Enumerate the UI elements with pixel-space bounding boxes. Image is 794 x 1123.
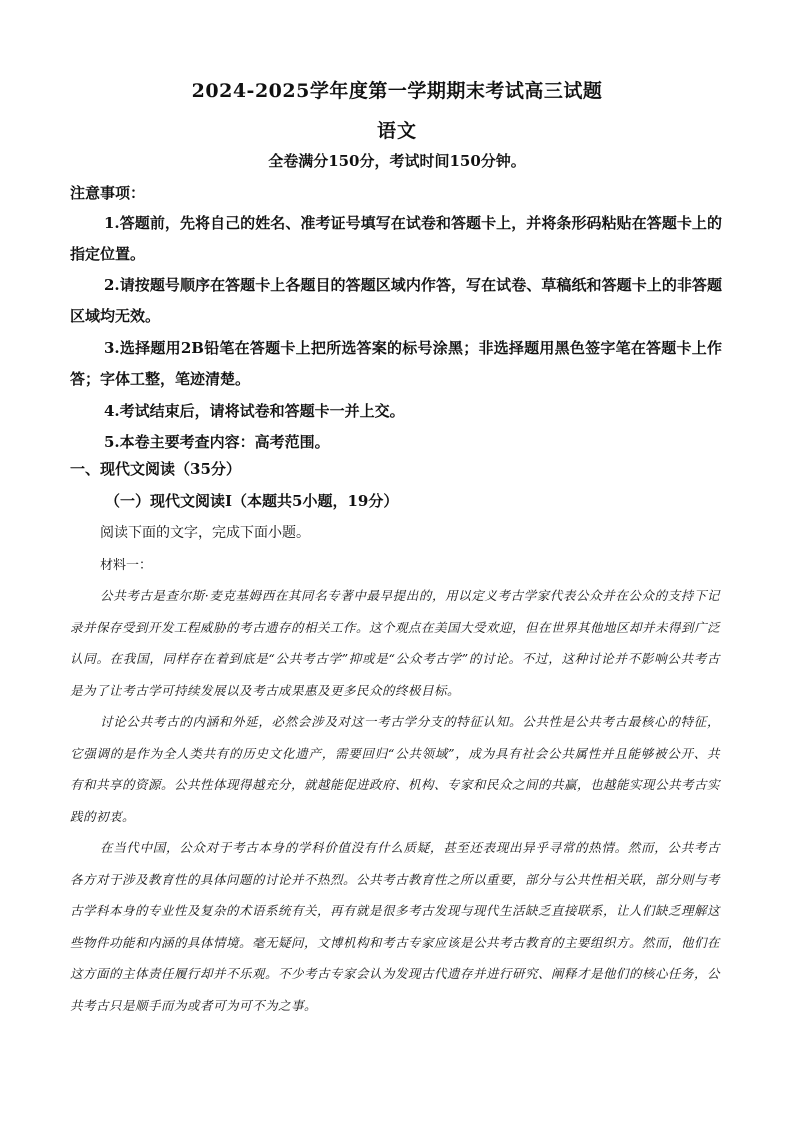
subsection-heading: （一）现代文阅读Ⅰ（本题共5小题，19分） — [105, 492, 399, 510]
section-heading: 一、现代文阅读（35分） — [70, 460, 241, 478]
note-item: 3.选择题用2B铅笔在答题卡上把所选答案的标号涂黑；非选择题用黑色签字笔在答题卡上作答；字体工整，笔迹清楚。 — [70, 339, 722, 388]
note-item: 2.请按题号顺序在答题卡上各题目的答题区域内作答，写在试卷、草稿纸和答题卡上的非答题区域均无效。 — [70, 276, 722, 325]
note-item: 1.答题前，先将自己的姓名、准考证号填写在试卷和答题卡上，并将条形码粘贴在答题卡上的指定位置。 — [70, 214, 722, 263]
note-item: 4.考试结束后，请将试卷和答题卡一并上交。 — [104, 402, 405, 420]
reading-instruction: 阅读下面的文字，完成下面小题。 — [100, 525, 310, 541]
material-paragraph: 在当代中国，公众对于考古本身的学科价值没有什么质疑，甚至还表现出异乎寻常的热情。然而，公共考古各方对于涉及教育性的具体问题的讨论并不热烈。公共考古教育性之所以重要，部分与公共性相关联，部分则与考古学科本身的专业性及复杂的术语系统有关，再有就是很多考古发现与现代生活缺乏直接联系，让人们缺乏理解这些物件功能和内涵的具体情境。毫无疑问，文博机构和考古专家应该是公共考古教育的主要组织方。然而，他们在这方面的主体责任履行却并不乐观。不少考古专家会认为发现古代遗存并进行研究、阐释才是他们的核心任务，公共考古只是顺手而为或者可为可不为之事。 — [70, 840, 721, 1013]
notes-heading: 注意事项： — [70, 184, 146, 202]
subject-title: 语文 — [376, 120, 417, 142]
score-info: 全卷满分150分，考试时间150分钟。 — [268, 152, 526, 170]
material-label: 材料一： — [100, 558, 153, 573]
material-paragraph: 公共考古是查尔斯·麦克基姆西在其同名专著中最早提出的，用以定义考古学家代表公众并在公众的支持下记录并保存受到开发工程威胁的考古遗存的相关工作。这个观点在美国大受欢迎，但在世界其他地区却并未得到广泛认同。在我国，同样存在着到底是“公共考古学”抑或是“公众考古学”的讨论。不过，这种讨论并不影响公共考古是为了让考古学可持续发展以及考古成果惠及更多民众的终极目标。 — [70, 588, 721, 698]
note-item: 5.本卷主要考查内容：高考范围。 — [104, 433, 330, 451]
exam-title: 2024-2025学年度第一学期期末考试高三试题 — [191, 80, 603, 102]
material-paragraph: 讨论公共考古的内涵和外延，必然会涉及对这一考古学分支的特征认知。公共性是公共考古最核心的特征，它强调的是作为全人类共有的历史文化遗产，需要回归“公共领域”，成为具有社会公共属性并且能够被公开、共有和共享的资源。公共性体现得越充分，就越能促进政府、机构、专家和民众之间的共赢，也越能实现公共考古实践的初衷。 — [70, 714, 721, 824]
